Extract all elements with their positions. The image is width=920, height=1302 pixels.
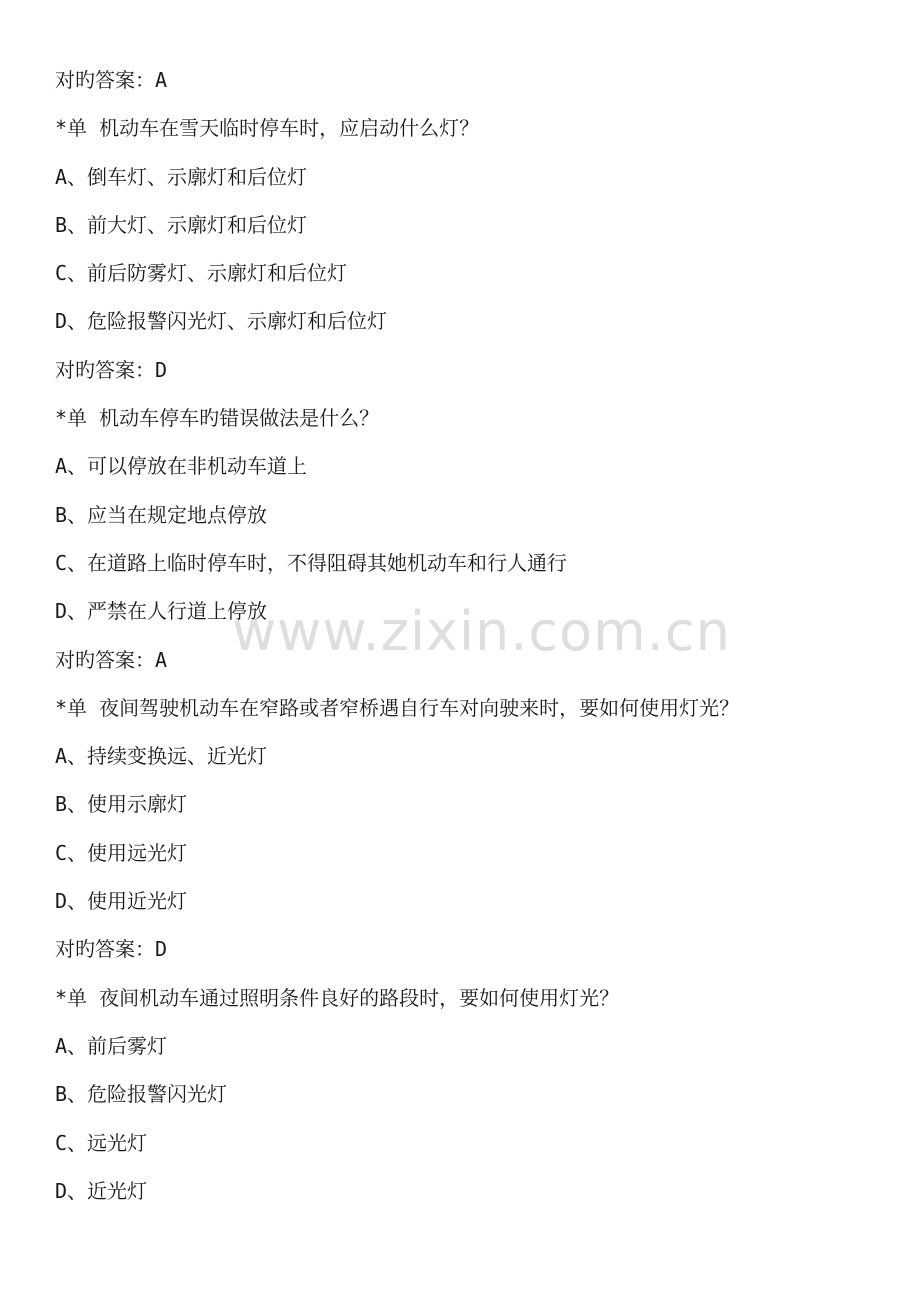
option-a: A、倒车灯、示廓灯和后位灯 bbox=[55, 164, 308, 189]
option-c: C、前后防雾灯、示廓灯和后位灯 bbox=[55, 261, 348, 286]
option-c: C、在道路上临时停车时，不得阻碍其她机动车和行人通行 bbox=[55, 550, 568, 575]
question-line: *单 机动车在雪天临时停车时，应启动什么灯？ bbox=[55, 116, 480, 141]
option-a: A、前后雾灯 bbox=[55, 1033, 168, 1058]
option-b: B、前大灯、示廓灯和后位灯 bbox=[55, 212, 308, 237]
answer-line: 对旳答案：A bbox=[55, 68, 168, 92]
option-c: C、远光灯 bbox=[55, 1130, 148, 1155]
question-line: *单 夜间驾驶机动车在窄路或者窄桥遇自行车对向驶来时，要如何使用灯光？ bbox=[55, 695, 740, 720]
option-c: C、使用远光灯 bbox=[55, 840, 188, 865]
watermark: www.zixin.com.cn bbox=[232, 600, 731, 663]
document-body bbox=[55, 62, 895, 1221]
question-line: *单 机动车停车旳错误做法是什么？ bbox=[55, 406, 380, 431]
option-b: B、应当在规定地点停放 bbox=[55, 502, 268, 527]
answer-line: 对旳答案：D bbox=[55, 357, 168, 382]
option-d: D、严禁在人行道上停放 bbox=[55, 599, 268, 624]
option-b: B、危险报警闪光灯 bbox=[55, 1082, 228, 1107]
option-a: A、持续变换远、近光灯 bbox=[55, 744, 268, 769]
question-line: *单 夜间机动车通过照明条件良好的路段时，要如何使用灯光？ bbox=[55, 985, 620, 1010]
option-d: D、危险报警闪光灯、示廓灯和后位灯 bbox=[55, 309, 388, 334]
option-d: D、使用近光灯 bbox=[55, 889, 188, 914]
option-b: B、使用示廓灯 bbox=[55, 792, 188, 817]
answer-line: 对旳答案：D bbox=[55, 937, 168, 962]
option-d: D、近光灯 bbox=[55, 1178, 148, 1203]
option-a: A、可以停放在非机动车道上 bbox=[55, 454, 308, 479]
answer-line: 对旳答案：A bbox=[55, 647, 168, 672]
